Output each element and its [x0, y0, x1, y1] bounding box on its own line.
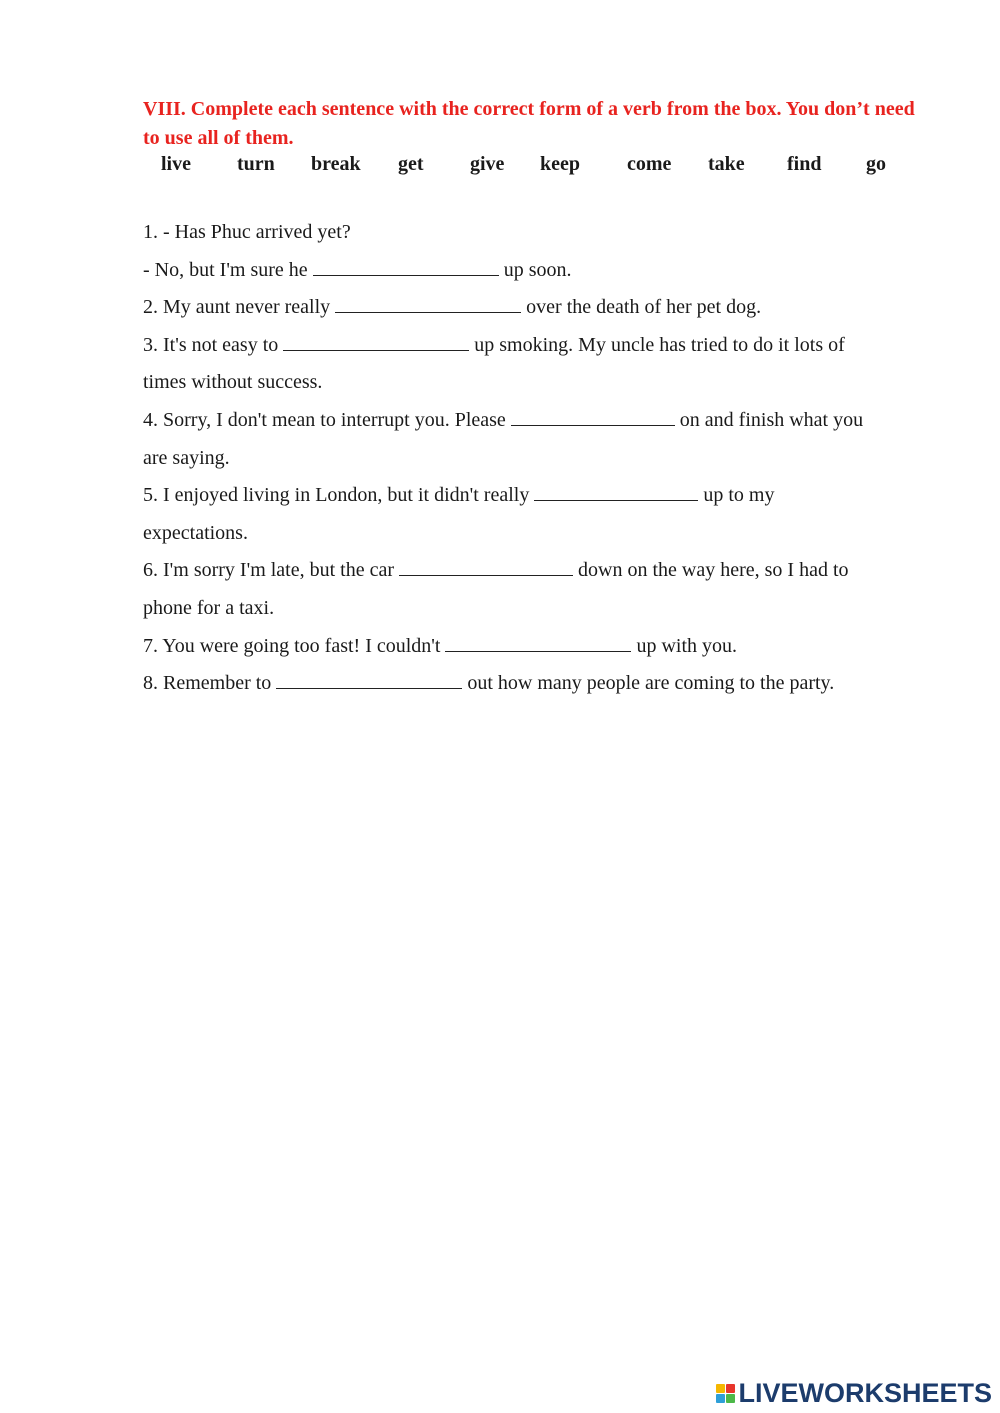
word-box-item: give	[470, 153, 505, 175]
liveworksheets-logo	[716, 1379, 992, 1407]
word-box-item: take	[708, 153, 745, 175]
answer-blank[interactable]	[399, 556, 573, 576]
sentence-text: - No, but I'm sure he	[143, 258, 308, 281]
answer-blank[interactable]	[313, 256, 499, 276]
sentence-text: expectations.	[143, 521, 248, 544]
sentence-line	[143, 594, 933, 632]
sentence-text: 3. It's not easy to	[143, 333, 279, 356]
exercise-title: VIII. Complete each sentence with the correct form of a verb from the box. You don’t need to use all of them.	[143, 98, 915, 149]
sentence-line	[143, 444, 933, 482]
word-box-item: go	[866, 153, 886, 175]
logo-square	[716, 1384, 725, 1393]
sentence-line	[143, 556, 933, 594]
sentence-line	[143, 406, 933, 444]
logo-square	[726, 1384, 735, 1393]
sentence-text: up to my	[703, 484, 775, 507]
sentence-text: 4. Sorry, I don't mean to interrupt you. Please	[143, 408, 506, 431]
answer-blank[interactable]	[511, 406, 675, 426]
sentence-list	[143, 218, 933, 707]
sentence-line	[143, 256, 933, 294]
answer-blank[interactable]	[283, 331, 469, 351]
sentence-text: are saying.	[143, 446, 230, 469]
word-box-item: live	[161, 153, 191, 175]
word-box-item: get	[398, 153, 424, 175]
sentence-text: 5. I enjoyed living in London, but it didn't really	[143, 484, 530, 507]
sentence-line	[143, 331, 933, 369]
answer-blank[interactable]	[445, 632, 631, 652]
sentence-text: up with you.	[636, 634, 738, 657]
word-box-item: turn	[237, 153, 275, 175]
word-box-item: come	[627, 153, 672, 175]
word-box	[0, 153, 1000, 181]
sentence-line	[143, 481, 933, 519]
sentence-text: 1. - Has Phuc arrived yet?	[143, 221, 351, 243]
sentence-text: phone for a taxi.	[143, 596, 275, 619]
word-box-item: keep	[540, 153, 580, 175]
sentence-text: up soon.	[503, 258, 572, 281]
sentence-text: on and finish what you	[679, 408, 864, 431]
sentence-line	[143, 632, 933, 670]
logo-text: LIVEWORKSHEETS	[738, 1377, 992, 1408]
logo-square	[726, 1394, 735, 1403]
answer-blank[interactable]	[534, 481, 698, 501]
sentence-text: 8. Remember to	[143, 672, 272, 695]
sentence-text: 2. My aunt never really	[143, 296, 331, 319]
sentence-text: over the death of her pet dog.	[526, 296, 762, 319]
sentence-text: 7. You were going too fast! I couldn't	[143, 634, 441, 657]
logo-square	[716, 1394, 725, 1403]
sentence-line	[143, 669, 933, 707]
sentence-text: down on the way here, so I had to	[578, 559, 849, 582]
answer-blank[interactable]	[335, 293, 521, 313]
logo-squares-icon	[716, 1384, 735, 1403]
word-box-item: find	[787, 153, 822, 175]
sentence-text: 6. I'm sorry I'm late, but the car	[143, 559, 395, 582]
sentence-line	[143, 293, 933, 331]
word-box-item: break	[311, 153, 361, 175]
answer-blank[interactable]	[276, 669, 462, 689]
sentence-text: up smoking. My uncle has tried to do it lots of	[474, 333, 845, 356]
sentence-line	[143, 519, 933, 557]
sentence-line	[143, 368, 933, 406]
sentence-line	[143, 218, 933, 256]
sentence-text: out how many people are coming to the party.	[467, 672, 835, 695]
sentence-text: times without success.	[143, 371, 323, 394]
